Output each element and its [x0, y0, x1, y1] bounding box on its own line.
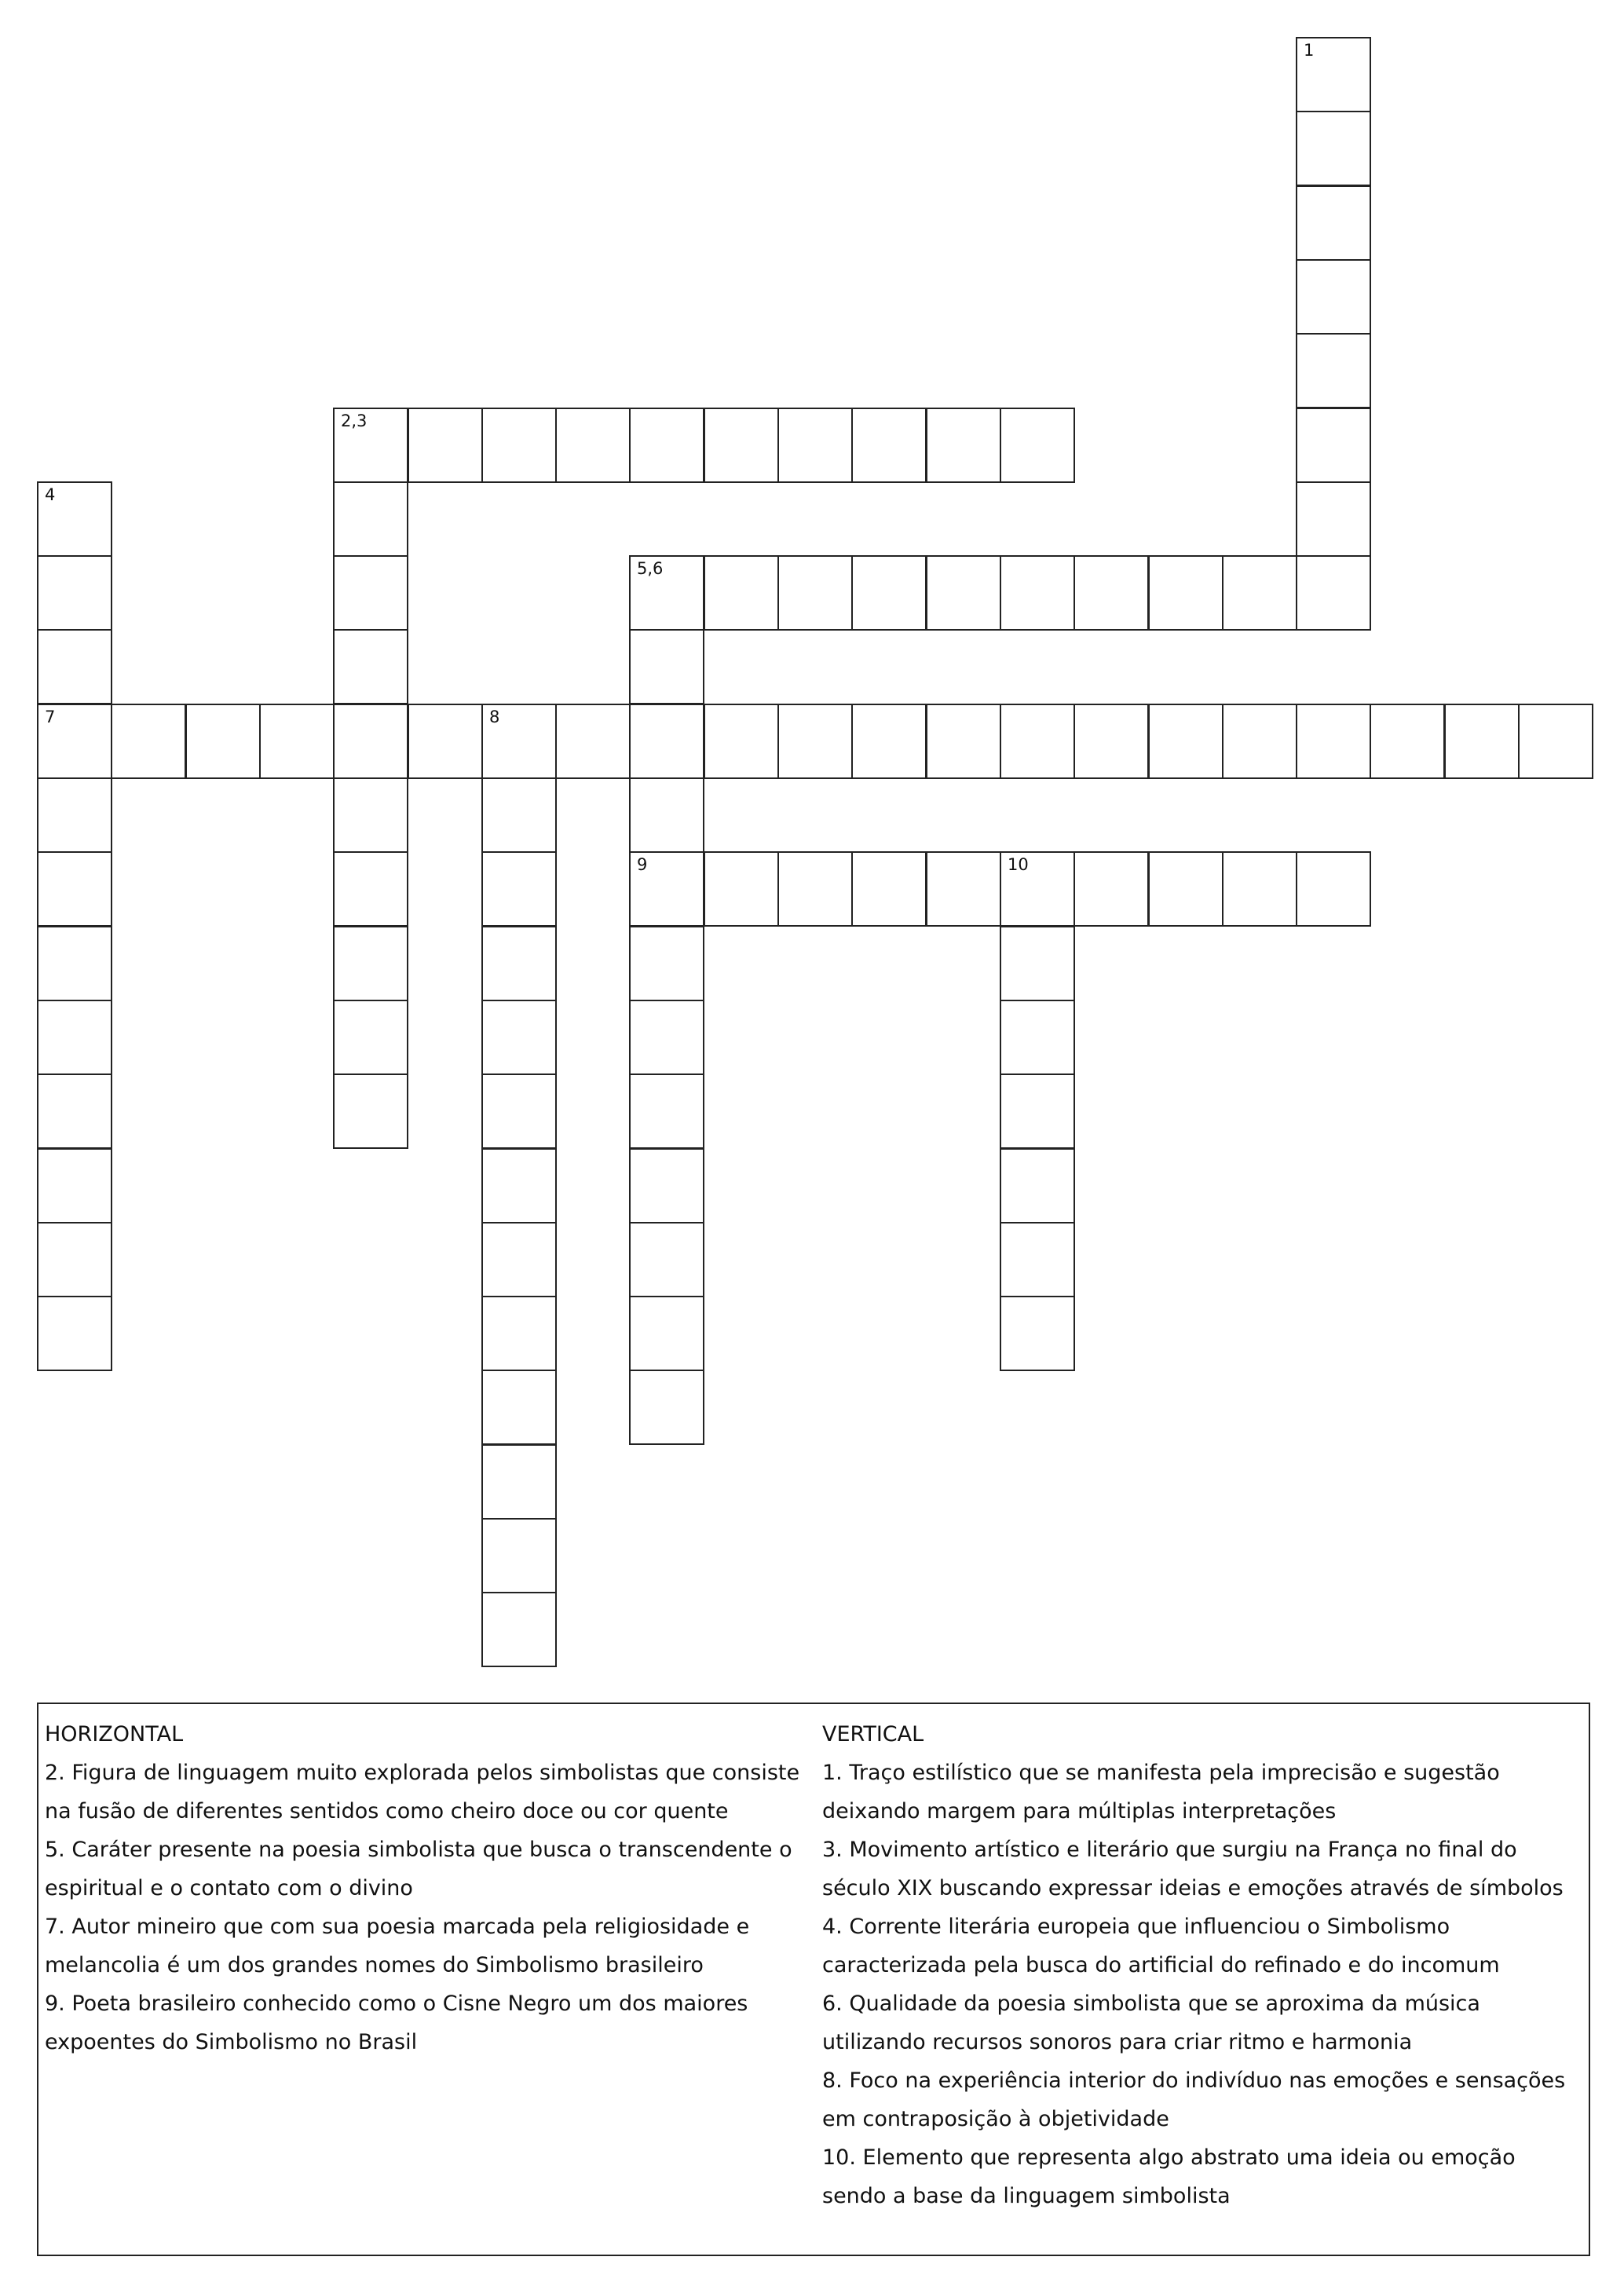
grid-cell[interactable]: [37, 704, 112, 779]
clue-number: 5,6: [637, 559, 664, 578]
grid-cell[interactable]: [1296, 111, 1371, 186]
grid-cell[interactable]: [704, 851, 779, 927]
grid-cell[interactable]: [481, 1444, 557, 1520]
grid-cell[interactable]: [1296, 408, 1371, 483]
grid-cell[interactable]: [37, 555, 112, 631]
grid-cell[interactable]: [555, 704, 631, 779]
grid-cell[interactable]: [37, 1000, 112, 1075]
clue-number: 2,3: [341, 411, 368, 430]
clue-number: 1: [1304, 41, 1315, 60]
grid-cell[interactable]: [481, 926, 557, 1001]
grid-cell[interactable]: [333, 481, 408, 557]
grid-cell[interactable]: [926, 851, 1001, 927]
vertical-clues: [822, 1715, 1582, 2215]
clue-horizontal-5: 5. Caráter presente na poesia simbolista que busca o transcendente o espiritual e o contato com o divino: [45, 1838, 792, 1900]
grid-cell[interactable]: [704, 555, 779, 631]
grid-cell[interactable]: [1518, 704, 1593, 779]
grid-cell[interactable]: [1000, 1148, 1075, 1223]
grid-cell[interactable]: [1222, 555, 1297, 631]
grid-cell[interactable]: [481, 1222, 557, 1297]
grid-cell[interactable]: [704, 704, 779, 779]
horizontal-heading: HORIZONTAL: [45, 1722, 184, 1747]
grid-cell[interactable]: [37, 629, 112, 704]
grid-cell[interactable]: [629, 851, 704, 927]
grid-cell[interactable]: [333, 926, 408, 1001]
clue-number: 9: [637, 855, 648, 874]
clue-vertical-8: 8. Foco na experiência interior do indivíduo nas emoções e sensações em contraposição à objetividade: [822, 2068, 1566, 2131]
grid-cell[interactable]: [37, 1296, 112, 1371]
grid-cell[interactable]: [333, 555, 408, 631]
grid-cell[interactable]: [481, 1296, 557, 1371]
clue-number: 4: [45, 485, 56, 504]
clue-vertical-1: 1. Traço estilístico que se manifesta pela imprecisão e sugestão deixando margem para múltiplas interpretações: [822, 1761, 1500, 1823]
clue-horizontal-7: 7. Autor mineiro que com sua poesia marcada pela religiosidade e melancolia é um dos grandes nomes do Simbolismo brasileiro: [45, 1915, 750, 1977]
grid-cell[interactable]: [408, 704, 483, 779]
clue-number: 7: [45, 708, 56, 726]
grid-cell[interactable]: [1296, 259, 1371, 335]
grid-cell[interactable]: [629, 926, 704, 1001]
grid-cell[interactable]: [1000, 1296, 1075, 1371]
clue-horizontal-9: 9. Poeta brasileiro conhecido como o Cisne Negro um dos maiores expoentes do Simbolismo no Brasil: [45, 1992, 748, 2054]
grid-cell[interactable]: [629, 1222, 704, 1297]
grid-cell[interactable]: [37, 1074, 112, 1149]
grid-cell[interactable]: [851, 555, 927, 631]
grid-cell[interactable]: [481, 1592, 557, 1667]
grid-cell[interactable]: [1222, 851, 1297, 927]
clue-box: [37, 1703, 1590, 2256]
grid-cell[interactable]: [777, 704, 853, 779]
grid-cell[interactable]: [629, 777, 704, 853]
grid-cell[interactable]: [37, 777, 112, 853]
clue-horizontal-2: 2. Figura de linguagem muito explorada pelos simbolistas que consiste na fusão de diferentes sentidos como cheiro doce ou cor quente: [45, 1761, 800, 1823]
grid-cell[interactable]: [1296, 851, 1371, 927]
grid-cell[interactable]: [481, 1518, 557, 1593]
grid-cell[interactable]: [185, 704, 261, 779]
grid-cell[interactable]: [333, 1074, 408, 1149]
grid-cell[interactable]: [481, 1148, 557, 1223]
grid-cell[interactable]: [1000, 851, 1075, 927]
grid-cell[interactable]: [1222, 704, 1297, 779]
grid-cell[interactable]: [1296, 37, 1371, 112]
grid-cell[interactable]: [629, 1370, 704, 1445]
grid-cell[interactable]: [481, 408, 557, 483]
grid-cell[interactable]: [37, 1222, 112, 1297]
grid-cell[interactable]: [777, 555, 853, 631]
grid-cell[interactable]: [333, 777, 408, 853]
grid-cell[interactable]: [629, 408, 704, 483]
grid-cell[interactable]: [1000, 1000, 1075, 1075]
grid-cell[interactable]: [1000, 555, 1075, 631]
grid-cell[interactable]: [1074, 851, 1149, 927]
grid-cell[interactable]: [481, 1074, 557, 1149]
grid-cell[interactable]: [1296, 481, 1371, 557]
clue-number: 8: [489, 708, 500, 726]
grid-cell[interactable]: [629, 1296, 704, 1371]
grid-cell[interactable]: [333, 851, 408, 927]
grid-cell[interactable]: [1370, 704, 1445, 779]
clue-vertical-4: 4. Corrente literária europeia que influenciou o Simbolismo caracterizada pela busca do artificial do refinado e do incomum: [822, 1915, 1500, 1977]
grid-cell[interactable]: [333, 1000, 408, 1075]
grid-cell[interactable]: [777, 408, 853, 483]
grid-cell[interactable]: [481, 1370, 557, 1445]
grid-cell[interactable]: [1074, 555, 1149, 631]
grid-cell[interactable]: [1296, 704, 1371, 779]
grid-cell[interactable]: [1148, 704, 1223, 779]
grid-cell[interactable]: [333, 704, 408, 779]
grid-cell[interactable]: [629, 1148, 704, 1223]
grid-cell[interactable]: [629, 704, 704, 779]
grid-cell[interactable]: [37, 926, 112, 1001]
grid-cell[interactable]: [555, 408, 631, 483]
grid-cell[interactable]: [851, 408, 927, 483]
grid-cell[interactable]: [37, 481, 112, 557]
grid-cell[interactable]: [408, 408, 483, 483]
grid-cell[interactable]: [1000, 408, 1075, 483]
grid-cell[interactable]: [333, 408, 408, 483]
grid-cell[interactable]: [1000, 1074, 1075, 1149]
grid-cell[interactable]: [704, 408, 779, 483]
horizontal-clues: [45, 1715, 814, 2061]
grid-cell[interactable]: [629, 1000, 704, 1075]
grid-cell[interactable]: [481, 1000, 557, 1075]
grid-cell[interactable]: [1296, 185, 1371, 261]
grid-cell[interactable]: [1148, 851, 1223, 927]
grid-cell[interactable]: [259, 704, 335, 779]
clue-vertical-6: 6. Qualidade da poesia simbolista que se aproxima da música utilizando recursos sonoros para criar ritmo e harmonia: [822, 1992, 1480, 2054]
vertical-heading: VERTICAL: [822, 1722, 924, 1747]
grid-cell[interactable]: [37, 851, 112, 927]
grid-cell[interactable]: [629, 629, 704, 704]
grid-cell[interactable]: [1000, 704, 1075, 779]
grid-cell[interactable]: [111, 704, 186, 779]
grid-cell[interactable]: [1000, 1222, 1075, 1297]
grid-cell[interactable]: [481, 704, 557, 779]
grid-cell[interactable]: [37, 1148, 112, 1223]
grid-cell[interactable]: [777, 851, 853, 927]
grid-cell[interactable]: [926, 408, 1001, 483]
grid-cell[interactable]: [1074, 704, 1149, 779]
grid-cell[interactable]: [481, 851, 557, 927]
clue-number: 10: [1008, 855, 1029, 874]
grid-cell[interactable]: [481, 777, 557, 853]
grid-cell[interactable]: [629, 1074, 704, 1149]
grid-cell[interactable]: [1296, 555, 1371, 631]
grid-cell[interactable]: [333, 629, 408, 704]
grid-cell[interactable]: [926, 555, 1001, 631]
grid-cell[interactable]: [851, 851, 927, 927]
clue-vertical-10: 10. Elemento que representa algo abstrato uma ideia ou emoção sendo a base da linguagem simbolista: [822, 2145, 1516, 2208]
grid-cell[interactable]: [1444, 704, 1520, 779]
grid-cell[interactable]: [851, 704, 927, 779]
grid-cell[interactable]: [1148, 555, 1223, 631]
grid-cell[interactable]: [926, 704, 1001, 779]
clue-vertical-3: 3. Movimento artístico e literário que surgiu na França no final do século XIX buscando expressar ideias e emoções através de símbolos: [822, 1838, 1564, 1900]
grid-cell[interactable]: [1000, 926, 1075, 1001]
grid-cell[interactable]: [1296, 333, 1371, 408]
grid-cell[interactable]: [629, 555, 704, 631]
